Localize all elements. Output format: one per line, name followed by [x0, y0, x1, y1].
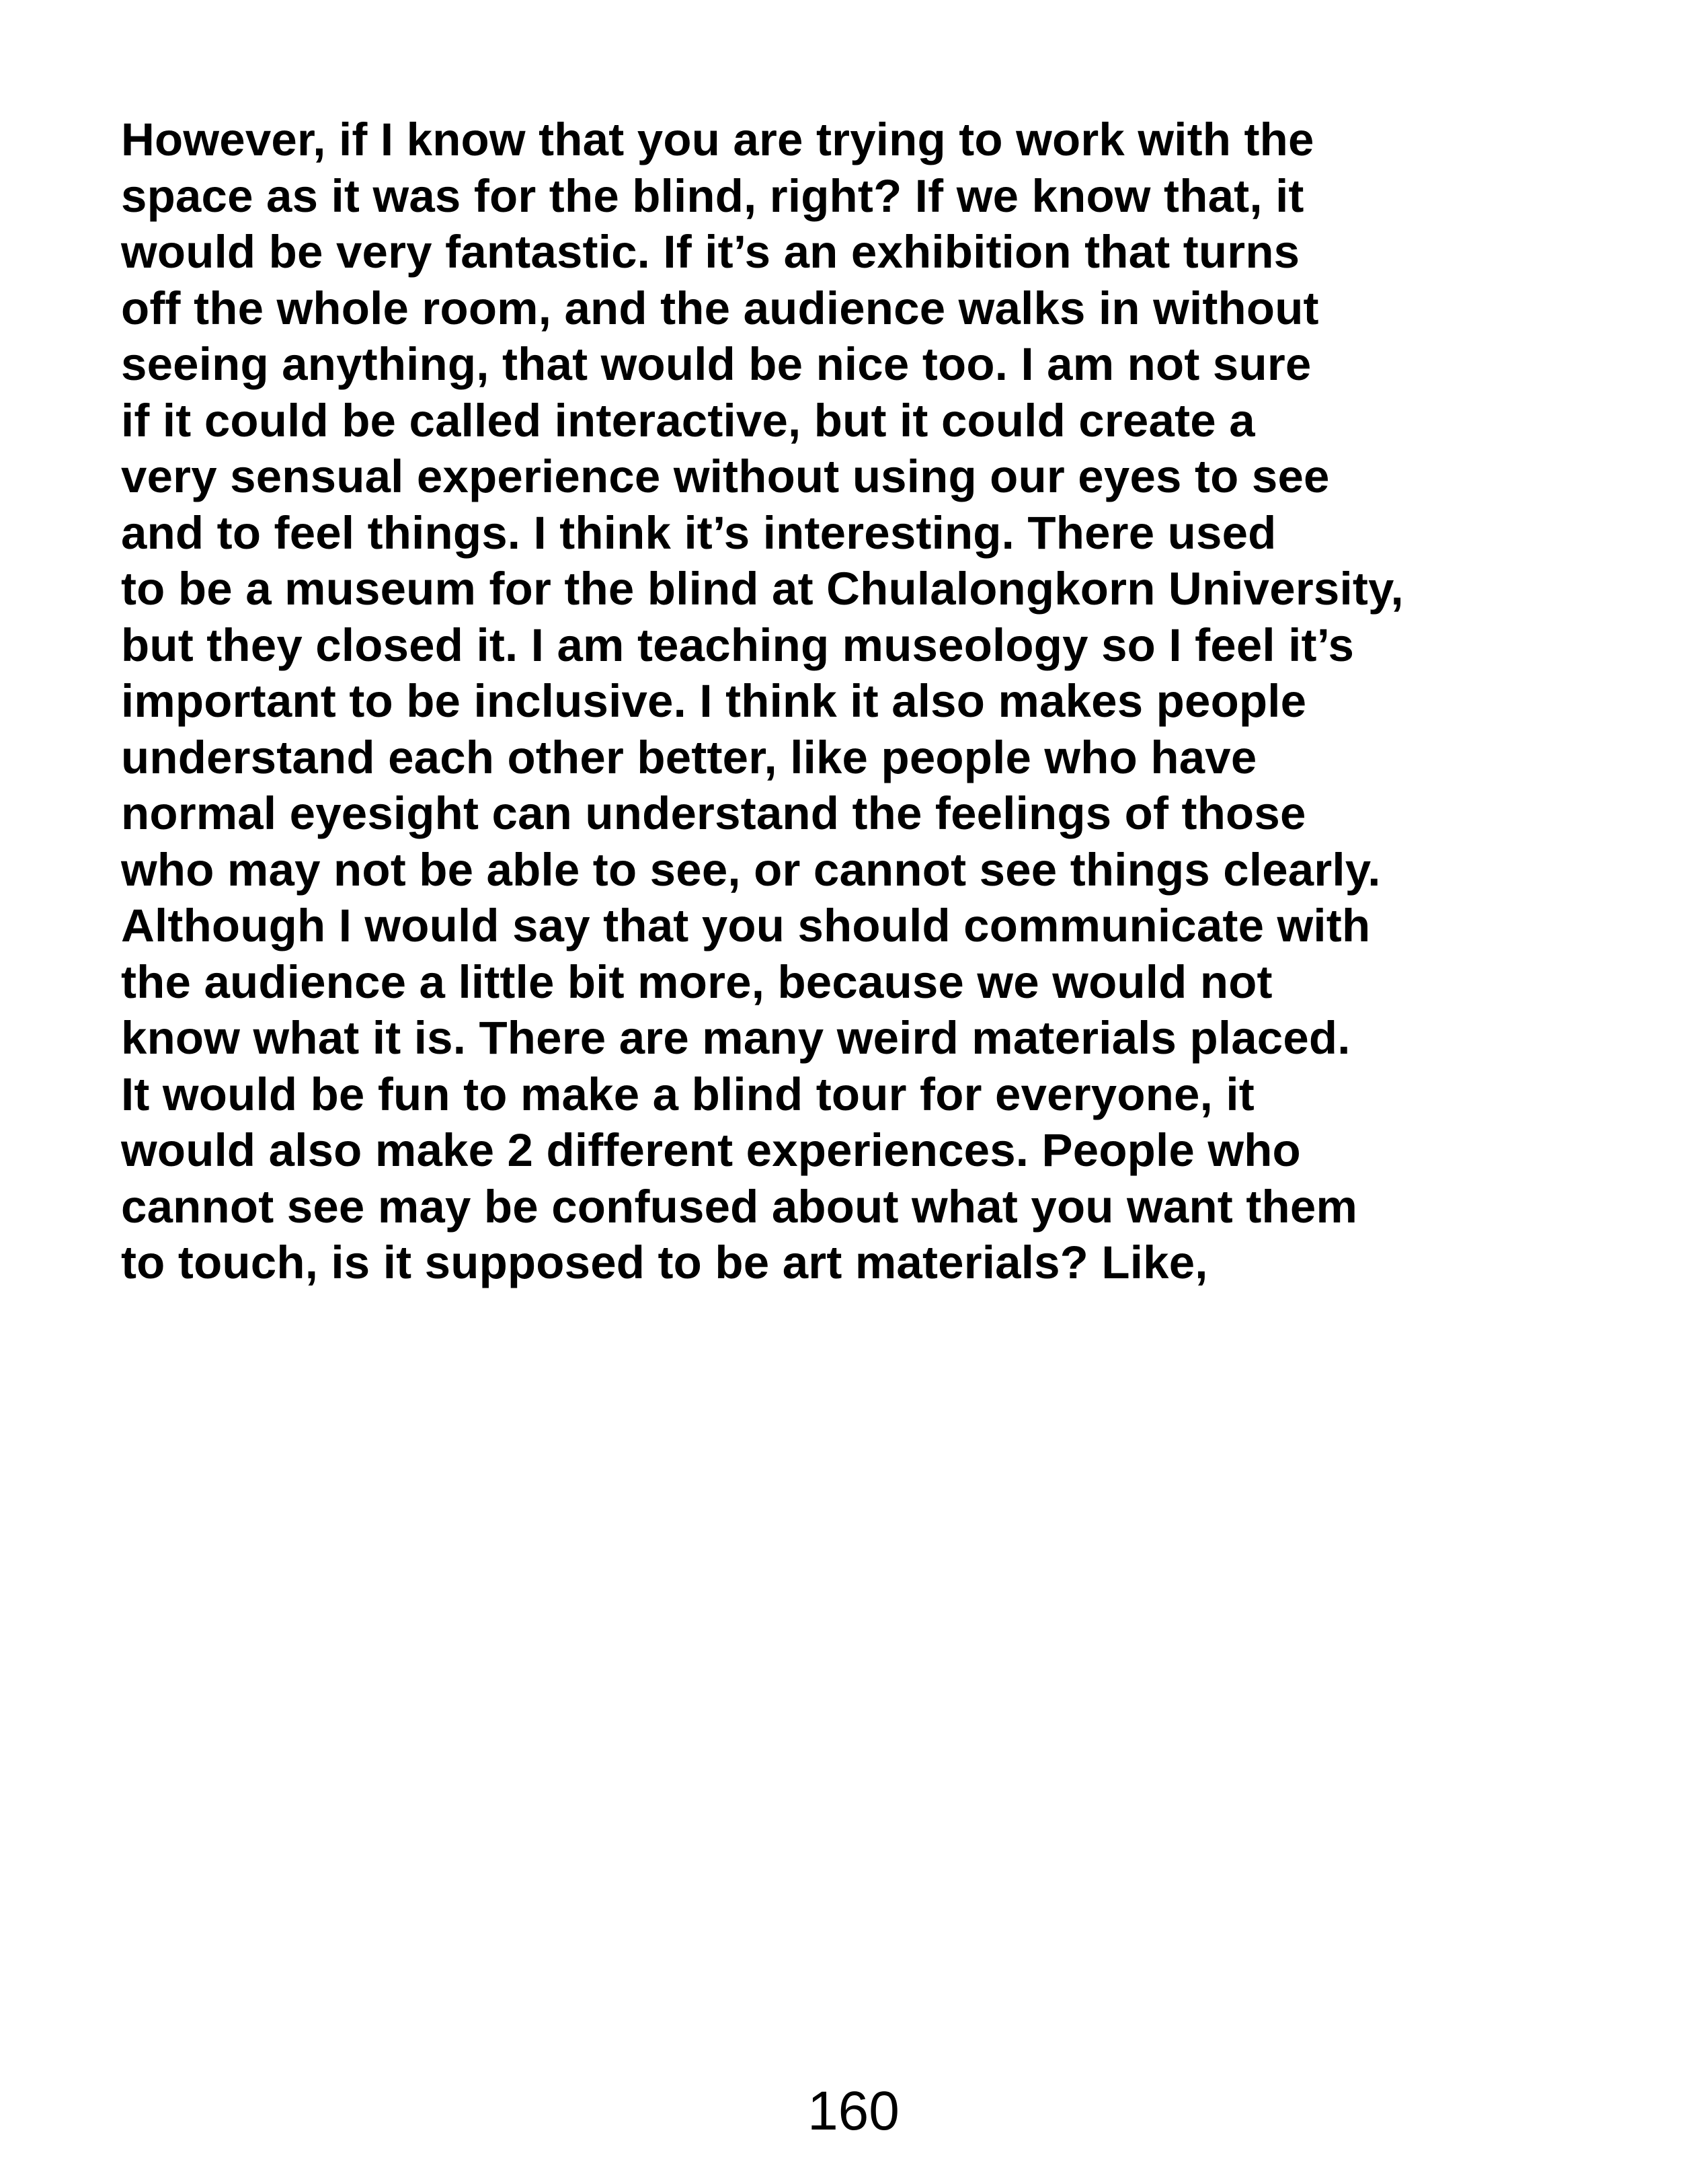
body-line: but they closed it. I am teaching museology so I feel it’s: [121, 619, 1355, 671]
body-line: very sensual experience without using our eyes to see: [121, 451, 1330, 502]
body-line: who may not be able to see, or cannot see things clearly.: [121, 843, 1381, 896]
body-line: space as it was for the blind, right? If we know that, it: [121, 169, 1304, 222]
body-line: important to be inclusive. I think it also makes people: [121, 675, 1307, 727]
body-line: cannot see may be confused about what you want them: [121, 1180, 1358, 1233]
body-line: seeing anything, that would be nice too. I am not sure: [121, 338, 1312, 390]
page-number: 160: [807, 2080, 900, 2142]
body-line: the audience a little bit more, because we would not: [121, 956, 1273, 1008]
body-line: and to feel things. I think it’s interesting. There used: [121, 506, 1277, 559]
body-line: normal eyesight can understand the feelings of those: [121, 787, 1306, 839]
body-line: would also make 2 different experiences. People who: [121, 1124, 1301, 1176]
body-line: to be a museum for the blind at Chulalongkorn University,: [121, 563, 1404, 615]
body-line: Although I would say that you should communicate with: [121, 900, 1371, 951]
body-line: off the whole room, and the audience walks in without: [121, 282, 1319, 334]
body-paragraph: [121, 112, 1600, 1291]
body-line: would be very fantastic. If it’s an exhibition that turns: [121, 226, 1300, 278]
body-line: It would be fun to make a blind tour for everyone, it: [121, 1068, 1255, 1120]
body-line: understand each other better, like people who have: [121, 731, 1257, 783]
body-line: to touch, is it supposed to be art materials? Like,: [121, 1237, 1208, 1288]
body-line: if it could be called interactive, but it could create a: [121, 394, 1255, 446]
body-line: However, if I know that you are trying to work with the: [121, 114, 1314, 165]
body-line: know what it is. There are many weird materials placed.: [121, 1012, 1351, 1064]
